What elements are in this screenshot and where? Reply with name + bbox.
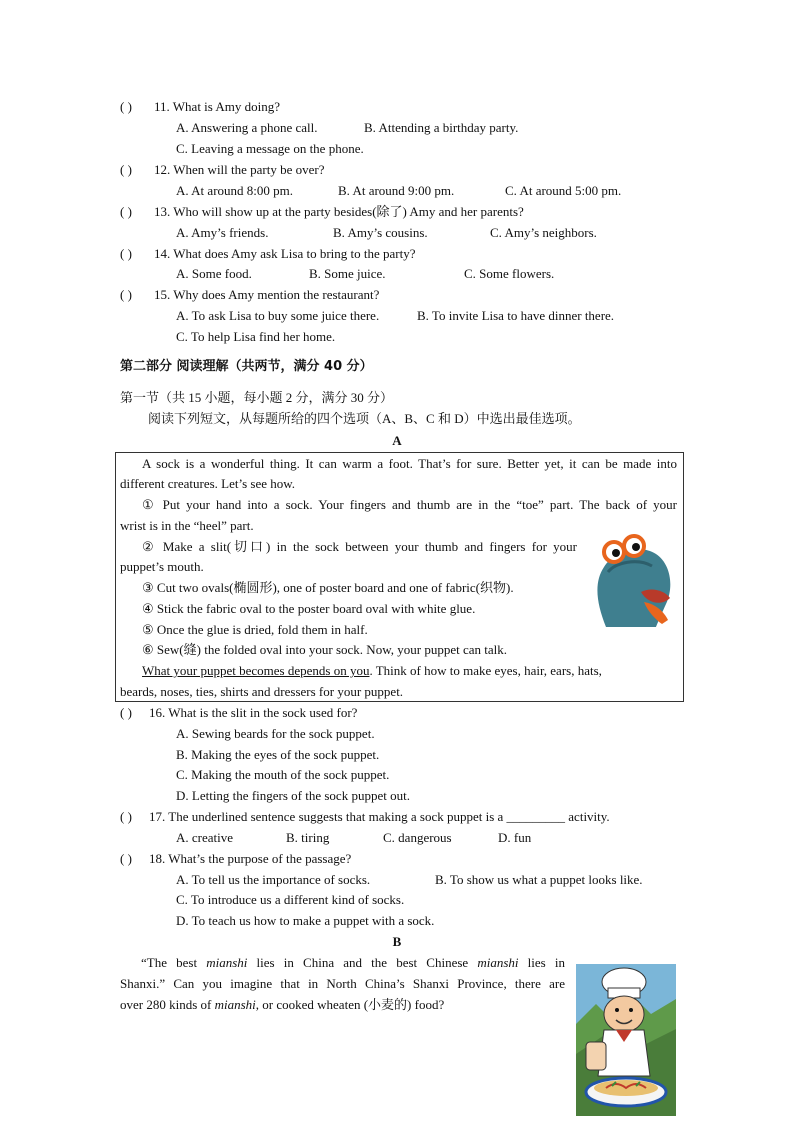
question-text: 18. What’s the purpose of the passage? xyxy=(149,851,352,866)
passage-a-line-underlined xyxy=(142,662,677,680)
option-a: A. To ask Lisa to buy some juice there. xyxy=(176,308,380,323)
option-c: C. At around 5:00 pm. xyxy=(505,183,622,198)
option-b: B. At around 9:00 pm. xyxy=(338,183,455,198)
answer-blank[interactable]: ( ) xyxy=(120,246,132,261)
option-a: A. Amy’s friends. xyxy=(176,225,269,240)
option-a: A. Some food. xyxy=(176,266,252,281)
option-c: C. dangerous xyxy=(383,830,452,845)
passage-b-letter: B xyxy=(392,934,402,949)
passage-a-line: ③ Cut two ovals(椭圆形), one of poster board and one of fabric(织物). xyxy=(142,580,514,595)
italic-term: mianshi xyxy=(206,955,248,970)
answer-blank[interactable]: ( ) xyxy=(120,99,132,114)
passage-a-line: ⑤ Once the glue is dried, fold them in half. xyxy=(142,622,368,637)
option-b: B. Attending a birthday party. xyxy=(364,120,519,135)
passage-a-letter: A xyxy=(392,433,402,448)
sentence-rest: . Think of how to make eyes, hair, ears, hats, xyxy=(369,663,602,678)
option-c: C. Making the mouth of the sock puppet. xyxy=(176,767,390,782)
passage-a-line: ④ Stick the fabric oval to the poster board oval with white glue. xyxy=(142,601,476,616)
chef-image xyxy=(576,964,676,1116)
option-d: D. fun xyxy=(498,830,532,845)
question-text: 11. What is Amy doing? xyxy=(154,99,281,114)
passage-b-line-1 xyxy=(141,954,565,972)
option-d: D. Letting the fingers of the sock puppet out. xyxy=(176,788,410,803)
answer-blank[interactable]: ( ) xyxy=(120,204,132,219)
question-11 xyxy=(120,98,280,116)
text-run: over 280 kinds of xyxy=(120,997,215,1012)
option-c: C. Amy’s neighbors. xyxy=(490,225,597,240)
text-run: “The best xyxy=(141,955,207,970)
answer-blank[interactable]: ( ) xyxy=(120,705,132,720)
option-b: B. To invite Lisa to have dinner there. xyxy=(417,308,615,323)
question-text: 16. What is the slit in the sock used for? xyxy=(149,705,358,720)
section1-title: 第一节（共 15 小题，每小题 2 分，满分 30 分） xyxy=(120,390,394,405)
answer-blank[interactable]: ( ) xyxy=(120,287,132,302)
option-a: A. Answering a phone call. xyxy=(176,120,318,135)
question-15 xyxy=(120,286,379,304)
passage-b-line-2: Shanxi.” Can you imagine that in North China’s Shanxi Province, there are xyxy=(120,976,565,991)
text-run: , or cooked wheaten (小麦的) food? xyxy=(255,997,445,1012)
option-c: C. Some flowers. xyxy=(464,266,555,281)
option-c: C. To help Lisa find her home. xyxy=(176,329,336,344)
option-b: B. Some juice. xyxy=(309,266,386,281)
option-b: B. Amy’s cousins. xyxy=(333,225,428,240)
passage-a-line: ⑥ Sew(缝) the folded oval into your sock. Now, your puppet can talk. xyxy=(142,642,507,657)
passage-a-line: ① Put your hand into a sock. Your fingers and thumb are in the “toe” part. The back of your xyxy=(142,497,677,512)
text-run: lies in xyxy=(518,955,565,970)
question-17 xyxy=(120,808,610,826)
underlined-sentence: What your puppet becomes depends on you xyxy=(142,663,370,678)
question-text: 15. Why does Amy mention the restaurant? xyxy=(154,287,380,302)
italic-term: mianshi xyxy=(214,997,256,1012)
italic-term: mianshi xyxy=(477,955,519,970)
part2-heading: 第二部分 阅读理解（共两节，满分 40 分） xyxy=(120,359,373,374)
passage-a-line: puppet’s mouth. xyxy=(120,559,204,574)
answer-blank[interactable]: ( ) xyxy=(120,851,132,866)
passage-a-line: different creatures. Let’s see how. xyxy=(120,476,296,491)
section1-instruction: 阅读下列短文，从每题所给的四个选项（A、B、C 和 D）中选出最佳选项。 xyxy=(148,411,581,426)
option-c: C. Leaving a message on the phone. xyxy=(176,141,364,156)
question-14 xyxy=(120,245,416,263)
question-text: 17. The underlined sentence suggests that making a sock puppet is a _________ activity. xyxy=(149,809,610,824)
question-11-options xyxy=(176,119,656,137)
question-12 xyxy=(120,161,325,179)
question-13 xyxy=(120,203,524,221)
option-b: B. Making the eyes of the sock puppet. xyxy=(176,747,380,762)
option-a: A. At around 8:00 pm. xyxy=(176,183,293,198)
text-run: lies in China and the best Chinese xyxy=(247,955,478,970)
answer-blank[interactable]: ( ) xyxy=(120,162,132,177)
option-a: A. creative xyxy=(176,830,234,845)
passage-a-line: ② Make a slit(切口) in the sock between your thumb and fingers for your xyxy=(142,539,577,554)
option-b: B. To show us what a puppet looks like. xyxy=(435,872,643,887)
question-text: 13. Who will show up at the party besides(除了) Amy and her parents? xyxy=(154,204,524,219)
question-text: 14. What does Amy ask Lisa to bring to the party? xyxy=(154,246,416,261)
option-c: C. To introduce us a different kind of socks. xyxy=(176,892,405,907)
option-a: A. To tell us the importance of socks. xyxy=(176,872,371,887)
option-b: B. tiring xyxy=(286,830,330,845)
answer-blank[interactable]: ( ) xyxy=(120,809,132,824)
sock-puppet-image xyxy=(586,532,676,627)
option-a: A. Sewing beards for the sock puppet. xyxy=(176,726,375,741)
question-text: 12. When will the party be over? xyxy=(154,162,325,177)
passage-a-line: A sock is a wonderful thing. It can warm a foot. That’s for sure. Better yet, it can be made into xyxy=(142,456,677,471)
question-18 xyxy=(120,850,351,868)
passage-a-line: beards, noses, ties, shirts and dressers for your puppet. xyxy=(120,684,404,699)
passage-b-line-3 xyxy=(120,996,444,1014)
passage-a-line: wrist is in the “heel” part. xyxy=(120,518,254,533)
option-d: D. To teach us how to make a puppet with a sock. xyxy=(176,913,435,928)
question-16 xyxy=(120,704,357,722)
